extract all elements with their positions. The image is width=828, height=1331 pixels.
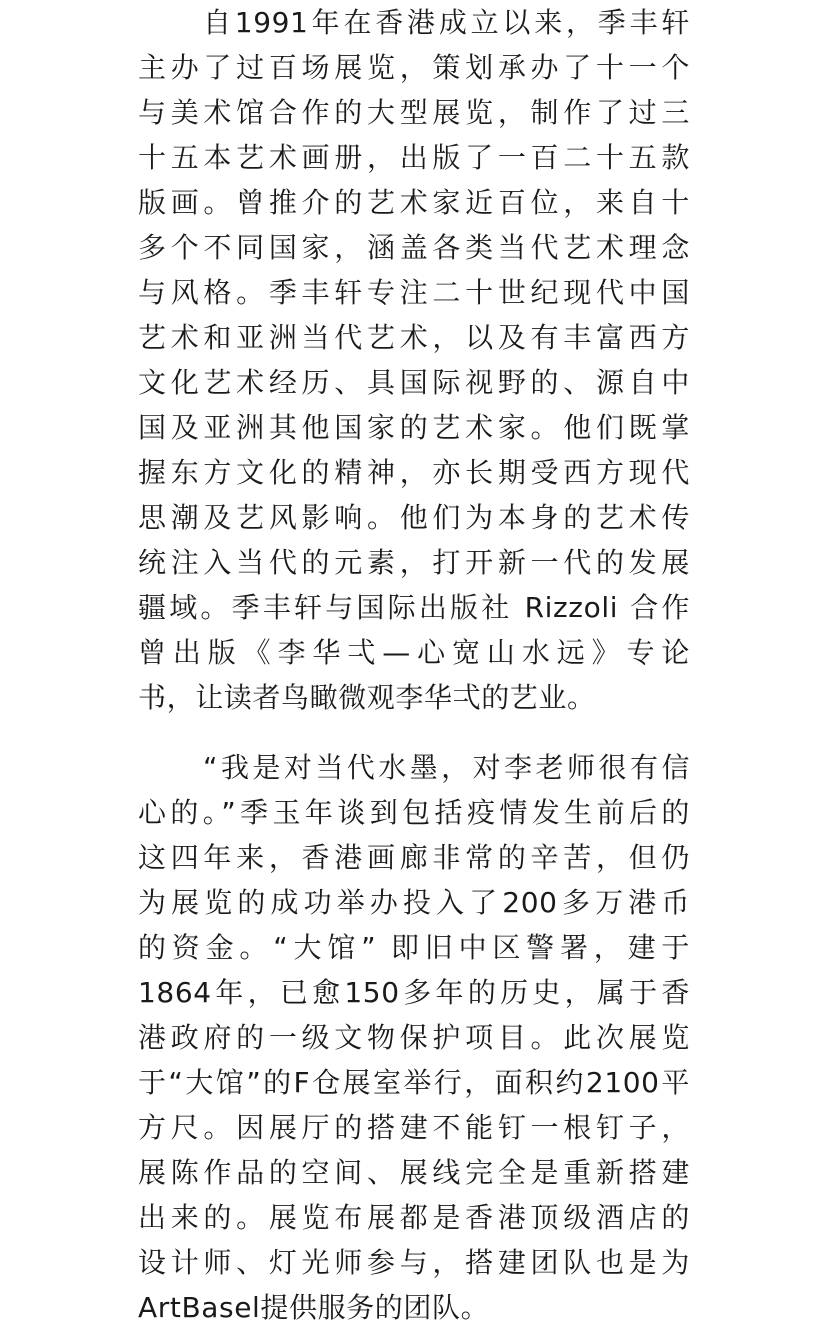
paragraph-line: 出来的。展览布展都是香港顶级酒店的 (138, 1201, 690, 1234)
paragraph-line: 方尺。因展厅的搭建不能钉一根钉子， (138, 1111, 690, 1144)
paragraph-line: 为展览的成功举办投入了200多万港币 (138, 886, 690, 919)
paragraph-line: 设计师、灯光师参与，搭建团队也是为 (138, 1246, 690, 1279)
paragraph-line: 与风格。季丰轩专注二十世纪现代中国 (138, 276, 690, 309)
paragraph-line: 展陈作品的空间、展线完全是重新搭建 (138, 1156, 690, 1189)
paragraph-line: “我是对当代水墨，对李老师很有信 (203, 751, 690, 784)
paragraph-line: 十五本艺术画册，出版了一百二十五款 (138, 141, 690, 174)
paragraph-line: 统注入当代的元素，打开新一代的发展 (138, 546, 690, 579)
paragraph-line: 书，让读者鸟瞰微观李华弌的艺业。 (138, 681, 596, 714)
paragraph-line: 文化艺术经历、具国际视野的、源自中 (138, 366, 690, 399)
paragraph-line: 艺术和亚洲当代艺术，以及有丰富西方 (138, 321, 690, 354)
paragraph-line: 的资金。“大馆” 即旧中区警署，建于 (138, 931, 690, 964)
paragraph-line: ArtBasel提供服务的团队。 (138, 1291, 490, 1324)
paragraph-line: 主办了过百场展览，策划承办了十一个 (138, 51, 690, 84)
article-body (138, 0, 690, 1330)
paragraph-line: 多个不同国家，涵盖各类当代艺术理念 (138, 231, 690, 264)
paragraph-line: 疆域。季丰轩与国际出版社 Rizzoli 合作 (138, 591, 690, 624)
paragraph-line: 于“大馆”的F仓展室举行，面积约2100平 (138, 1066, 690, 1099)
paragraph-line: 曾出版《李华弌—心宽山水远》专论 (138, 636, 690, 669)
paragraph-line: 这四年来，香港画廊非常的辛苦，但仍 (138, 841, 690, 874)
paragraph-line: 握东方文化的精神，亦长期受西方现代 (138, 456, 690, 489)
article-paragraph (138, 745, 690, 1330)
paragraph-line: 国及亚洲其他国家的艺术家。他们既掌 (138, 411, 690, 444)
paragraph-line: 心的。”季玉年谈到包括疫情发生前后的 (138, 796, 690, 829)
paragraph-line: 自1991年在香港成立以来，季丰轩 (203, 6, 690, 39)
paragraph-line: 港政府的一级文物保护项目。此次展览 (138, 1021, 690, 1054)
paragraph-line: 思潮及艺风影响。他们为本身的艺术传 (138, 501, 690, 534)
paragraph-line: 1864年，已愈150多年的历史，属于香 (138, 976, 690, 1009)
paragraph-line: 版画。曾推介的艺术家近百位，来自十 (138, 186, 690, 219)
article-paragraph (138, 0, 690, 720)
paragraph-line: 与美术馆合作的大型展览，制作了过三 (138, 96, 690, 129)
